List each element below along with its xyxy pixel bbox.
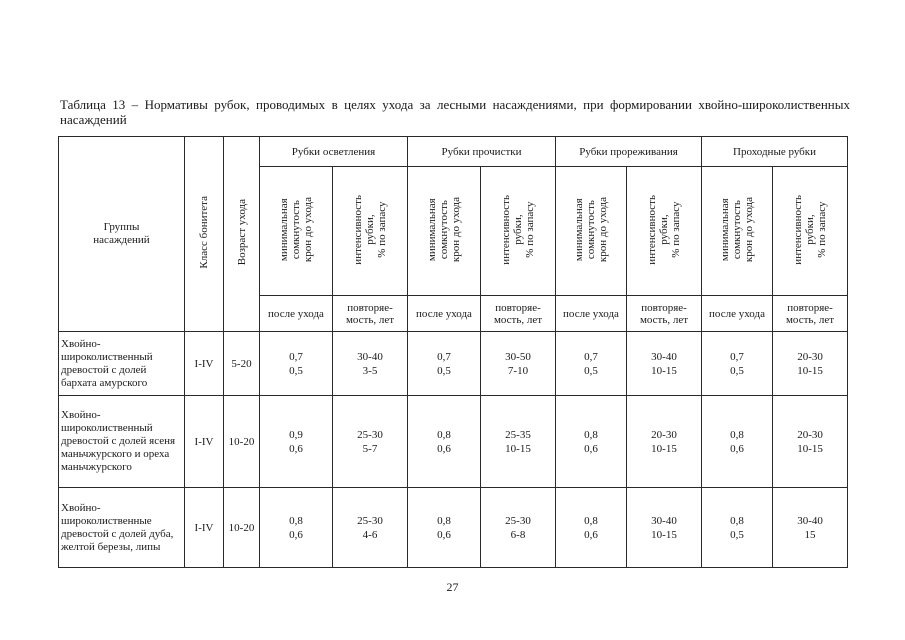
density-value: 0,8 0,6 [260,488,333,568]
min-density-header-label: минимальная сомкнутость крон до ухода [719,196,756,263]
class-value: I-IV [185,488,224,568]
intensity-header [333,167,408,296]
after-care-header: после ухода [260,296,333,332]
min-density-header [408,167,481,296]
after-care-header: после ухода [556,296,627,332]
cut-type-header: Рубки прочистки [408,137,556,167]
density-value: 0,8 0,5 [702,488,773,568]
page-number: 27 [446,580,459,594]
density-value: 0,9 0,6 [260,396,333,488]
age-value: 5-20 [224,332,260,396]
cut-type-header: Рубки прореживания [556,137,702,167]
group-name: Хвойно-широколиственный древостой с долей ясеня маньчжурского и ореха маньчжурского [59,396,185,488]
intensity-header-label: интенсивность рубки, % по запасу [792,194,829,265]
density-value: 0,7 0,5 [408,332,481,396]
repeat-rate-header: повторяе- мость, лет [333,296,408,332]
intensity-header [627,167,702,296]
class-value: I-IV [185,332,224,396]
intensity-value: 30-40 10-15 [627,488,702,568]
intensity-value: 30-40 10-15 [627,332,702,396]
min-density-header [556,167,627,296]
table-row [59,488,848,568]
density-value: 0,8 0,6 [702,396,773,488]
age-value: 10-20 [224,396,260,488]
after-care-header: после ухода [702,296,773,332]
intensity-value: 20-30 10-15 [627,396,702,488]
intensity-value: 25-30 5-7 [333,396,408,488]
repeat-rate-header: повторяе- мость, лет [481,296,556,332]
intensity-value: 30-50 7-10 [481,332,556,396]
intensity-header-label: интенсивность рубки, % по запасу [500,194,536,265]
intensity-value: 20-30 10-15 [773,332,848,396]
group-name: Хвойно-широколиственные древостой с долей дуба, желтой березы, липы [59,488,185,568]
density-value: 0,7 0,5 [702,332,773,396]
cut-type-header: Рубки осветления [260,137,408,167]
intensity-value: 30-40 3-5 [333,332,408,396]
intensity-value: 30-40 15 [773,488,848,568]
class-header-label: Класс бонитета [198,196,210,269]
repeat-rate-header: повторяе- мость, лет [773,296,848,332]
intensity-value: 20-30 10-15 [773,396,848,488]
density-value: 0,8 0,6 [556,488,627,568]
min-density-header-label: минимальная сомкнутость крон до ухода [573,196,609,263]
intensity-value: 25-30 6-8 [481,488,556,568]
table-row [59,332,848,396]
intensity-header-label: интенсивность рубки, % по запасу [646,194,682,265]
groups-header-label: Группы насаждений [93,221,150,246]
age-header-label: Возраст ухода [235,199,248,266]
min-density-header-label: минимальная сомкнутость крон до ухода [426,196,462,263]
age-value: 10-20 [224,488,260,568]
groups-header [59,137,185,332]
density-value: 0,7 0,5 [260,332,333,396]
after-care-header: после ухода [408,296,481,332]
repeat-rate-header: повторяе- мость, лет [627,296,702,332]
intensity-value: 25-35 10-15 [481,396,556,488]
group-name: Хвойно-широколиственный древостой с долей бархата амурского [59,332,185,396]
age-header [224,137,260,332]
density-value: 0,8 0,6 [556,396,627,488]
table-caption: Таблица 13 – Нормативы рубок, проводимых в целях ухода за лесными насаждениями, при формировании хвойно-широколиственных насаждений [60,97,850,127]
norms-table [58,136,848,568]
min-density-header-label: минимальная сомкнутость крон до ухода [278,196,314,263]
density-value: 0,8 0,6 [408,488,481,568]
intensity-header-label: интенсивность рубки, % по запасу [352,194,388,265]
class-header [185,137,224,332]
intensity-header [773,167,848,296]
density-value: 0,8 0,6 [408,396,481,488]
table-row [59,396,848,488]
min-density-header [702,167,773,296]
cut-type-header: Проходные рубки [702,137,848,167]
intensity-value: 25-30 4-6 [333,488,408,568]
class-value: I-IV [185,396,224,488]
intensity-header [481,167,556,296]
min-density-header [260,167,333,296]
density-value: 0,7 0,5 [556,332,627,396]
